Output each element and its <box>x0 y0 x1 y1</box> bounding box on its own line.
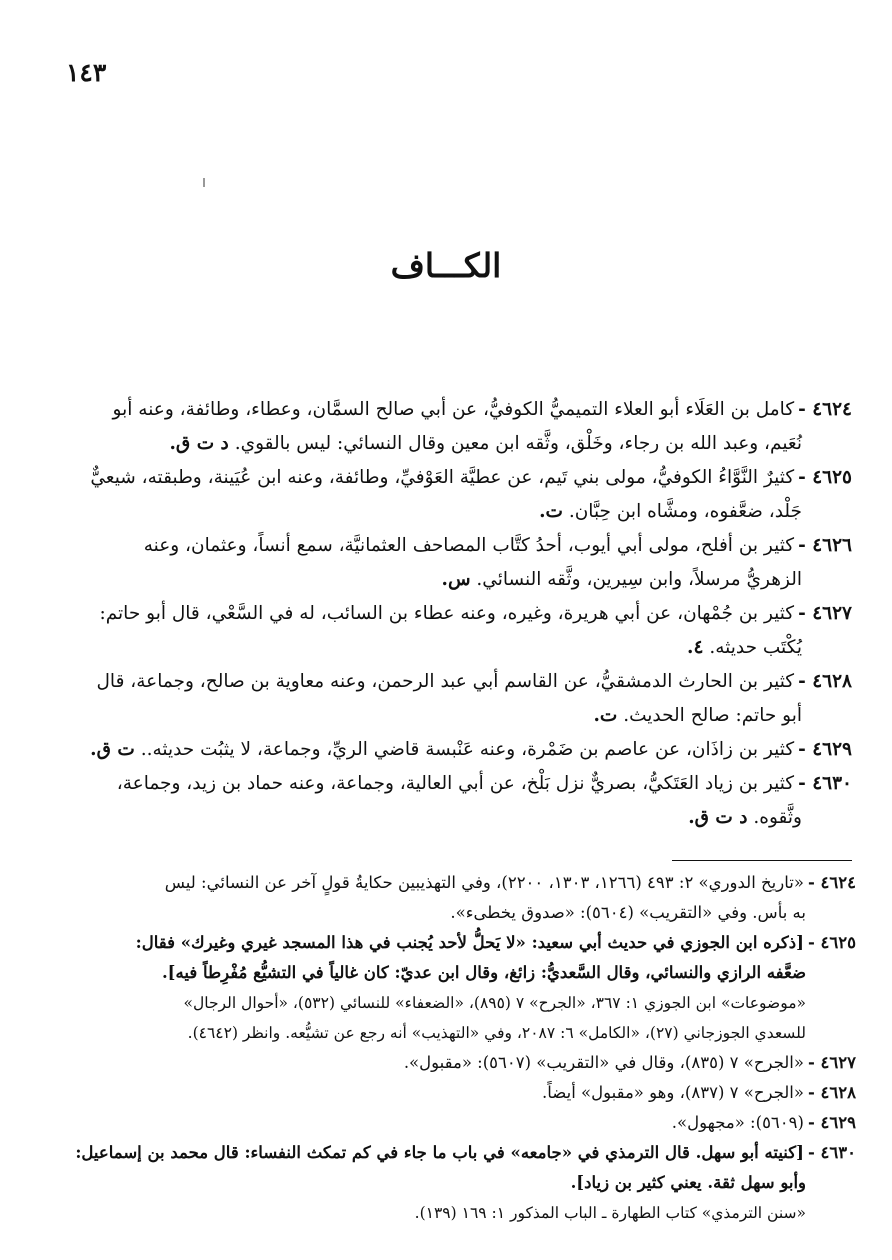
footnote-number: ٤٦٢٤ - <box>807 873 856 892</box>
entry-number: ٤٦٢٧ - <box>798 603 852 624</box>
footnote-4628 <box>46 1078 856 1108</box>
footnote-4627 <box>46 1048 856 1078</box>
footnote-number: ٤٦٣٠ - <box>807 1143 856 1162</box>
entry-text: كثير بن زاذَان، عن عاصم بن ضَمْرة، وعنه عَنْبسة قاضي الريِّ، وجماعة، لا يثبُت حديثه.. <box>140 739 795 760</box>
footnote-4625 <box>46 928 856 1048</box>
scan-speck <box>203 178 205 187</box>
entry-4625 <box>62 461 852 529</box>
footnote-continuation: به بأس. وفي «التقريب» (٥٦٠٤): «صدوق يخطىء». <box>450 903 806 922</box>
footnote-number: ٤٦٢٥ - <box>807 933 856 952</box>
entry-number: ٤٦٢٩ - <box>798 739 852 760</box>
footnote-continuation: ضعَّفه الرازي والنسائي، وقال السَّعديُّ: زائغ، وقال ابن عديّ: كان غالياً في التشيُّع مُفْرِطاً فيه]. <box>161 963 806 982</box>
footnotes-list <box>46 868 856 1228</box>
footnote-text: [كنيته أبو سهل. قال الترمذي في «جامعه» في باب ما جاء في كم تمكث النفساء: قال محمد بن إسماعيل: <box>75 1143 804 1162</box>
entry-4629 <box>62 733 852 767</box>
footnote-4624 <box>46 868 856 928</box>
entry-4624 <box>62 393 852 461</box>
footnote-4630 <box>46 1138 856 1228</box>
footnote-text: [ذكره ابن الجوزي في حديث أبي سعيد: «لا يَحلُّ لأحد يُجنب في هذا المسجد غيري وغيرك» فقال: <box>135 933 804 952</box>
footnote-number: ٤٦٢٩ - <box>807 1113 856 1132</box>
footnote-divider <box>672 860 852 861</box>
entry-text: كثير بن زياد العَتَكيُّ، بصريٌّ نزل بَلْخ، عن أبي العالية، وجماعة، وعنه حماد بن زيد، وجماعة، <box>116 773 795 794</box>
entry-symbols: ت. <box>593 705 618 726</box>
entry-4627 <box>62 597 852 665</box>
entry-number: ٤٦٢٥ - <box>798 467 852 488</box>
entry-4630 <box>62 767 852 835</box>
footnote-text: «الجرح» ٧ (٨٣٧)، وهو «مقبول» أيضاً. <box>542 1083 804 1102</box>
entry-number: ٤٦٢٤ - <box>798 399 852 420</box>
footnote-text: «الجرح» ٧ (٨٣٥)، وقال في «التقريب» (٥٦٠٧): «مقبول». <box>403 1053 804 1072</box>
entry-continuation: وثَّقوه. د ت ق. <box>688 807 802 828</box>
entry-text: كثير بن أفلح، مولى أبي أيوب، أحدُ كتَّاب المصاحف العثمانيَّة، سمع أنساً، وعثمان، وعنه <box>143 535 795 556</box>
entry-continuation: يُكْتَب حديثه. ٤. <box>687 637 802 658</box>
entries-list <box>62 393 852 835</box>
entry-text: كامل بن العَلَاء أبو العلاء التميميُّ الكوفيُّ، عن أبي صالح السمَّان، وعطاء، وطائفة، وعنه أبو <box>112 399 795 420</box>
entry-4626 <box>62 529 852 597</box>
entry-symbols: ت. <box>539 501 563 522</box>
footnote-source: للسعدي الجوزجاني (٢٧)، «الكامل» ٦: ٢٠٨٧، وفي «التهذيب» أنه رجع عن تشيُّعه. وانظر (٤٦٤٢). <box>187 1024 806 1042</box>
footnote-continuation: وأبو سهل ثقة. يعني كثير بن زياد]. <box>570 1173 806 1192</box>
entry-symbols: د ت ق. <box>169 433 229 454</box>
entry-symbols: ٤. <box>687 637 704 658</box>
entry-4628 <box>62 665 852 733</box>
entry-symbols: د ت ق. <box>688 807 748 828</box>
footnote-number: ٤٦٢٨ - <box>807 1083 856 1102</box>
footnote-text: «تاريخ الدوري» ٢: ٤٩٣ (١٢٦٦، ١٣٠٣، ٢٢٠٠)، وفي التهذيبين حكايةُ قولٍ آخر عن النسائي: ليس <box>164 873 804 892</box>
footnote-source: «موضوعات» ابن الجوزي ١: ٣٦٧، «الجرح» ٧ (٨٩٥)، «الضعفاء» للنسائي (٥٣٢)، «أحوال الرجال» <box>183 994 806 1012</box>
entry-number: ٤٦٢٨ - <box>798 671 852 692</box>
footnote-number: ٤٦٢٧ - <box>807 1053 856 1072</box>
chapter-title: الكـــاف <box>390 246 502 285</box>
footnote-4629 <box>46 1108 856 1138</box>
page-number: ١٤٣ <box>66 58 107 87</box>
entry-symbols: ت ق. <box>90 739 135 760</box>
footnote-source: «سنن الترمذي» كتاب الطهارة ـ الباب المذكور ١: ١٦٩ (١٣٩). <box>414 1204 806 1222</box>
entry-text: كثير بن الحارث الدمشقيُّ، عن القاسم أبي عبد الرحمن، وعنه معاوية بن صالح، وجماعة، قال <box>96 671 795 692</box>
entry-symbols: س. <box>441 569 471 590</box>
entry-continuation: الزهريُّ مرسلاً، وابن سِيرين، وثَّقه النسائي. س. <box>441 569 802 590</box>
entry-continuation: أبو حاتم: صالح الحديث. ت. <box>593 705 802 726</box>
entry-text: كثير بن جُمْهان، عن أبي هريرة، وغيره، وعنه عطاء بن السائب، له في السَّعْي، قال أبو حاتم: <box>99 603 795 624</box>
footnote-text: (٥٦٠٩): «مجهول». <box>671 1113 804 1132</box>
entry-text: كثيرٌ النَّوَّاءُ الكوفيُّ، مولى بني تَيم، عن عطيَّة العَوْفيِّ، وطائفة، وعنه ابن عُيَينة، وطبقته، شيعيٌّ <box>90 467 795 488</box>
entry-number: ٤٦٢٦ - <box>798 535 852 556</box>
entry-continuation: جَلْد، ضعَّفوه، ومشَّاه ابن حِبَّان. ت. <box>539 501 802 522</box>
entry-number: ٤٦٣٠ - <box>798 773 852 794</box>
entry-continuation: نُعَيم، وعبد الله بن رجاء، وخَلْق، وثَّقه ابن معين وقال النسائي: ليس بالقوي. د ت ق. <box>169 433 802 454</box>
